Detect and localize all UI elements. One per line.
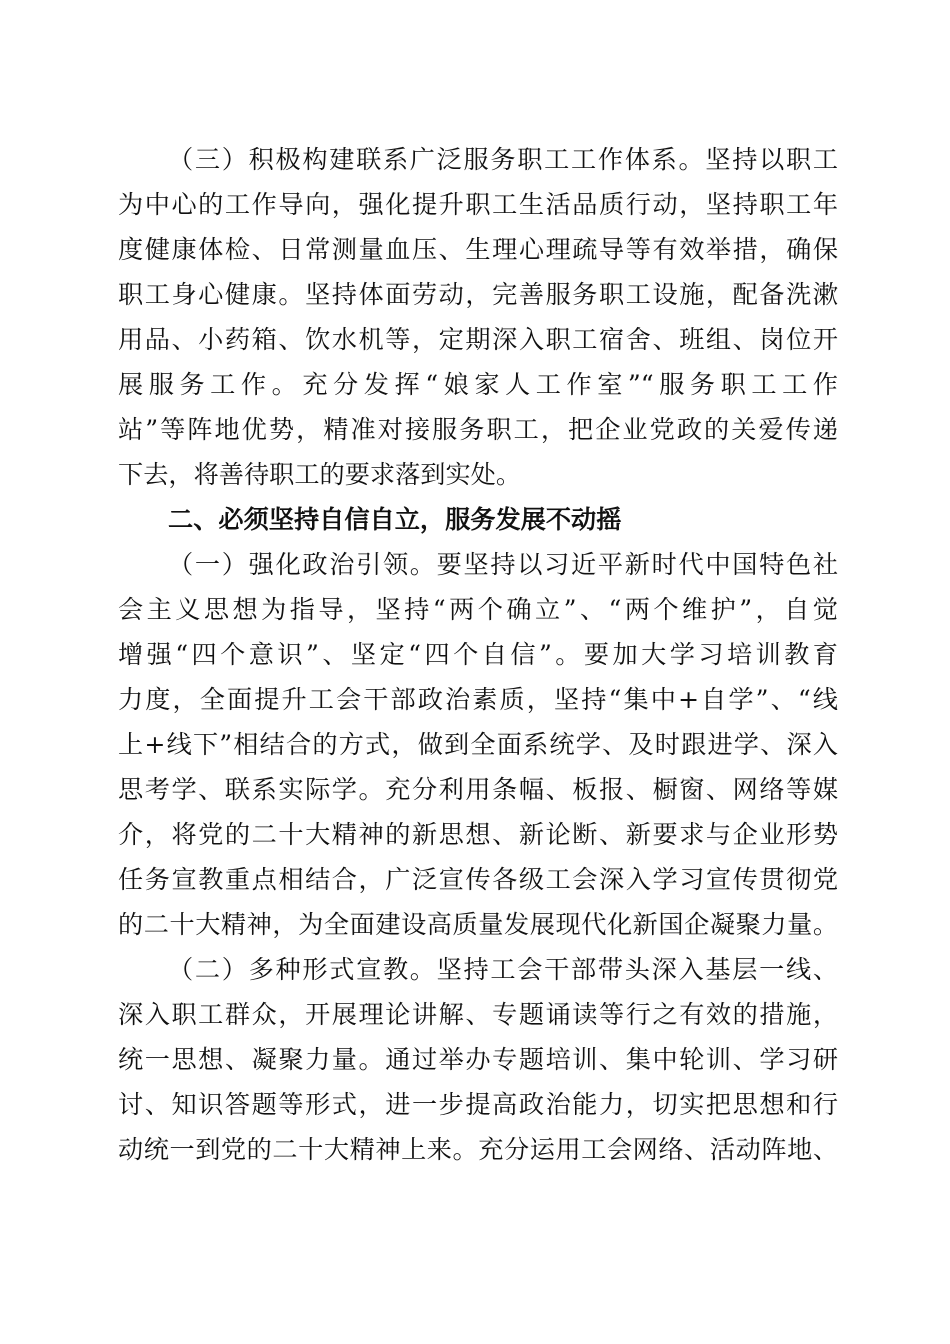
paragraph-line: 介，将党的二十大精神的新思想、新论断、新要求与企业形势	[118, 820, 838, 849]
paragraph-line: 增强“四个意识”、坚定“四个自信”。要加大学习培训教育	[118, 640, 838, 669]
paragraph-line: 讨、知识答题等形式，进一步提高政治能力，切实把思想和行	[118, 1090, 838, 1119]
paragraph-line: 思考学、联系实际学。充分利用条幅、板报、橱窗、网络等媒	[118, 775, 838, 804]
paragraph-line: 力度，全面提升工会干部政治素质，坚持“集中+自学”、“线	[118, 685, 838, 714]
paragraph-line: 的二十大精神，为全面建设高质量发展现代化新国企凝聚力量。	[118, 910, 838, 939]
paragraph-line: 展服务工作。充分发挥“娘家人工作室”“服务职工工作	[118, 370, 838, 399]
paragraph-line: 为中心的工作导向，强化提升职工生活品质行动，坚持职工年	[118, 190, 838, 219]
paragraph-line: 上+线下”相结合的方式，做到全面系统学、及时跟进学、深入	[118, 730, 838, 759]
paragraph-line: 动统一到党的二十大精神上来。充分运用工会网络、活动阵地、	[118, 1135, 838, 1164]
section-heading: 二、必须坚持自信自立，服务发展不动摇	[168, 505, 622, 534]
paragraph-line: 度健康体检、日常测量血压、生理心理疏导等有效举措，确保	[118, 235, 838, 264]
paragraph-line: 深入职工群众，开展理论讲解、专题诵读等行之有效的措施，	[118, 1000, 838, 1029]
paragraph-line: 站”等阵地优势，精准对接服务职工，把企业党政的关爱传递	[118, 415, 838, 444]
paragraph-line: 职工身心健康。坚持体面劳动，完善服务职工设施，配备洗漱	[118, 280, 838, 309]
paragraph-line: （二）多种形式宣教。坚持工会干部带头深入基层一线、	[168, 955, 838, 984]
paragraph-line: （一）强化政治引领。要坚持以习近平新时代中国特色社	[168, 550, 838, 579]
paragraph-line: 用品、小药箱、饮水机等，定期深入职工宿舍、班组、岗位开	[118, 325, 838, 354]
paragraph-line: 下去，将善待职工的要求落到实处。	[118, 460, 521, 489]
paragraph-line: 任务宣教重点相结合，广泛宣传各级工会深入学习宣传贯彻党	[118, 865, 838, 894]
paragraph-line: 会主义思想为指导，坚持“两个确立”、“两个维护”，自觉	[118, 595, 838, 624]
paragraph-line: 统一思想、凝聚力量。通过举办专题培训、集中轮训、学习研	[118, 1045, 838, 1074]
paragraph-line: （三）积极构建联系广泛服务职工工作体系。坚持以职工	[168, 145, 838, 174]
